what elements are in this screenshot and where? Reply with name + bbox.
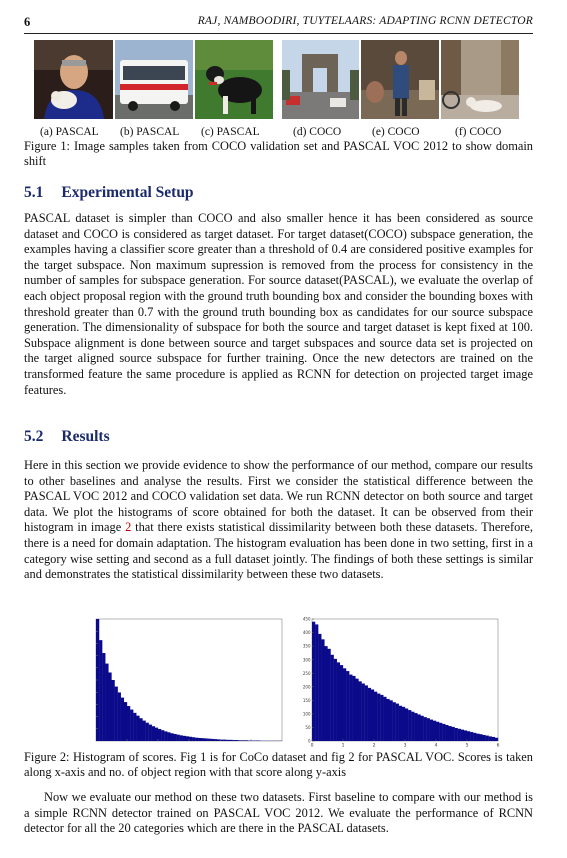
y-tick-label: 350 xyxy=(302,643,311,649)
histogram-bar xyxy=(445,725,448,741)
histogram-bar xyxy=(492,737,495,741)
x-tick-label: 5 xyxy=(465,743,469,749)
y-tick-label: 150 xyxy=(302,697,311,703)
histogram-bar xyxy=(362,684,365,741)
histogram-bar xyxy=(343,668,346,741)
section-title: Results xyxy=(61,428,110,445)
figure1-sublabel: (a) PASCAL xyxy=(40,126,99,138)
histogram-bar xyxy=(226,740,229,741)
histogram-bar xyxy=(337,662,340,741)
histogram-bar xyxy=(211,739,214,741)
histogram-bar xyxy=(155,728,158,741)
histogram-bar xyxy=(208,739,211,741)
histogram-bar xyxy=(371,689,374,741)
histogram-bar xyxy=(383,697,386,741)
photo-pascal-person-with-dog xyxy=(34,40,113,119)
histogram-bar xyxy=(359,681,362,741)
x-tick-label: 1 xyxy=(341,743,345,749)
histogram-bar xyxy=(223,740,226,741)
histogram-bar xyxy=(377,694,380,741)
histogram-bar xyxy=(149,725,152,741)
closing-paragraph: Now we evaluate our method on these two datasets. First baseline to compare with our method is a simple RCNN detector trained on PASCAL VOC 2012. We evaluate the performance of RCNN detector for all the 20 categories which are there in the PASCAL datasets. xyxy=(24,790,533,836)
histogram-bar xyxy=(242,740,245,741)
section-number: 5.2 xyxy=(24,428,44,445)
histogram-bar xyxy=(124,702,127,741)
histogram-bar xyxy=(464,730,467,741)
histogram-bar xyxy=(405,708,408,741)
histogram-bar xyxy=(455,728,458,741)
histogram-bar xyxy=(245,740,248,741)
figure1-sublabel: (e) COCO xyxy=(372,126,420,138)
histogram-bar xyxy=(386,699,389,741)
histogram-bar xyxy=(396,704,399,741)
histogram-bar xyxy=(467,731,470,741)
x-tick-label: 2 xyxy=(372,743,376,749)
x-tick-label: 4 xyxy=(434,743,438,749)
histogram-bar xyxy=(232,740,235,741)
running-title: RAJ, NAMBOODIRI, TUYTELAARS: ADAPTING RCNN DETECTOR xyxy=(197,15,533,27)
histogram-bar xyxy=(452,727,455,741)
histogram-bar xyxy=(458,729,461,741)
histogram-bar xyxy=(183,736,186,741)
figure1-caption: Figure 1: Image samples taken from COCO validation set and PASCAL VOC 2012 to show domain shift xyxy=(24,139,533,168)
figure2-caption: Figure 2: Histogram of scores. Fig 1 is for CoCo dataset and fig 2 for PASCAL VOC. Scores is taken along x-axis and no. of object region with that score along y-axis xyxy=(24,750,533,779)
histogram-bar xyxy=(102,653,105,741)
photo-pascal-dog xyxy=(195,40,273,119)
histogram-bar xyxy=(346,671,349,741)
y-tick-label: 400 xyxy=(302,630,311,636)
histogram-bar xyxy=(411,712,414,741)
histogram-bar xyxy=(198,738,201,741)
histogram-bar xyxy=(167,732,170,741)
histogram-bar xyxy=(442,724,445,741)
histogram-bar xyxy=(177,735,180,741)
histogram-bar xyxy=(436,722,439,741)
histogram-bar xyxy=(105,664,108,741)
histogram-bar xyxy=(115,687,118,741)
histogram-bar xyxy=(217,739,220,741)
histogram-bar xyxy=(439,723,442,741)
paragraph-text: that there exists statistical dissimilarity between both these datasets. Therefore, there is a need for domain adaptation. The histogram evaluation has been done in two setting, first in a category wise setting and second as a full dataset jointly. The findings of both these settings is similar and demonstrates the statistical dissimilarity between these two datasets. xyxy=(24,520,534,582)
histogram-bar xyxy=(334,659,337,741)
histogram-bar xyxy=(408,710,411,741)
histogram-bar xyxy=(399,706,402,741)
histogram-bar xyxy=(448,726,451,741)
histogram-coco xyxy=(86,615,296,751)
y-tick-label: 200 xyxy=(302,684,311,690)
histogram-pascal xyxy=(302,615,512,751)
histogram-bar xyxy=(461,730,464,741)
histogram-bar xyxy=(393,702,396,741)
figure1-sublabel: (c) PASCAL xyxy=(201,126,260,138)
section-heading xyxy=(24,184,194,202)
photo-pascal-bus xyxy=(115,40,193,119)
histogram-bar xyxy=(476,734,479,741)
section-number: 5.1 xyxy=(24,184,44,201)
histogram-bar xyxy=(374,692,377,741)
histogram-bar xyxy=(130,710,133,741)
photo-coco-street-arch xyxy=(282,40,359,119)
figure1-sublabel: (d) COCO xyxy=(293,126,342,138)
histogram-bar xyxy=(424,717,427,741)
histogram-coco-plot xyxy=(86,615,296,751)
histogram-bar xyxy=(312,622,315,741)
histogram-bar xyxy=(489,736,492,741)
section-paragraph xyxy=(24,458,533,583)
y-tick-label: 50 xyxy=(305,725,311,731)
x-tick-label: 0 xyxy=(310,743,314,749)
histogram-bar xyxy=(328,649,331,741)
histogram-bar xyxy=(164,731,167,741)
paragraph-text: Here in this section we provide evidence to show the performance of our method, compare our results to other baselines and analyse the results. First we consider the statistical difference between the PASCAL VOC 2012 and COCO validation set data. We run RCNN detector on both source and target data. We plot the histograms of score obtained for both the dataset. It can be observed from their histogram in image xyxy=(24,458,533,535)
y-tick-label: 450 xyxy=(302,616,311,622)
histogram-bar xyxy=(473,733,476,741)
histogram-bar xyxy=(402,707,405,741)
histogram-bar xyxy=(331,655,334,741)
histogram-bar xyxy=(349,675,352,741)
y-tick-label: 250 xyxy=(302,670,311,676)
histogram-bar xyxy=(170,733,173,741)
histogram-bar xyxy=(470,732,473,741)
histogram-bar xyxy=(315,624,318,741)
histogram-bar xyxy=(189,737,192,741)
histogram-bar xyxy=(139,718,142,741)
x-tick-label: 6 xyxy=(496,743,500,749)
y-tick-label: 300 xyxy=(302,657,311,663)
histogram-bar xyxy=(143,721,146,741)
histogram-bar xyxy=(365,685,368,741)
figure1-sublabel: (f) COCO xyxy=(455,126,502,138)
histogram-bar xyxy=(380,695,383,741)
histogram-bar xyxy=(318,634,321,741)
histogram-bar xyxy=(192,737,195,741)
histogram-bar xyxy=(352,676,355,741)
histogram-bar xyxy=(229,740,232,741)
histogram-bar xyxy=(127,706,130,741)
histogram-bar xyxy=(239,740,242,741)
page-number: 6 xyxy=(24,15,31,29)
y-tick-label: 100 xyxy=(302,711,311,717)
histogram-bar xyxy=(430,720,433,741)
histogram-bar xyxy=(118,692,121,741)
histogram-bar xyxy=(236,740,239,741)
x-tick-label: 3 xyxy=(403,743,407,749)
section-title: Experimental Setup xyxy=(61,184,194,201)
histogram-bar xyxy=(321,639,324,741)
histogram-bar xyxy=(220,740,223,741)
y-tick-label: 0 xyxy=(307,738,311,744)
histogram-bar xyxy=(390,700,393,741)
histogram-bar xyxy=(180,735,183,741)
histogram-bar xyxy=(112,680,115,741)
histogram-bar xyxy=(195,738,198,741)
header-rule xyxy=(24,33,533,34)
histogram-bar xyxy=(355,679,358,741)
photo-coco-street-dog xyxy=(441,40,519,119)
histogram-bar xyxy=(433,721,436,741)
histogram-bar xyxy=(99,640,102,741)
histogram-bar xyxy=(121,698,124,741)
section-heading xyxy=(24,428,110,446)
figure-reference-link[interactable]: 2 xyxy=(125,520,132,535)
histogram-bar xyxy=(108,672,111,741)
histogram-bar xyxy=(421,716,424,741)
histogram-bar xyxy=(479,734,482,741)
histogram-pascal-plot xyxy=(302,615,512,751)
histogram-bar xyxy=(133,713,136,741)
figure1-sublabel: (b) PASCAL xyxy=(120,126,180,138)
histogram-bar xyxy=(174,734,177,741)
histogram-bar xyxy=(136,716,139,741)
histogram-bar xyxy=(152,726,155,741)
histogram-bar xyxy=(161,730,164,741)
histogram-bar xyxy=(186,736,189,741)
histogram-bar xyxy=(201,738,204,741)
histogram-bar xyxy=(417,714,420,741)
histogram-bar xyxy=(427,718,430,741)
histogram-bar xyxy=(483,735,486,741)
histogram-bar xyxy=(368,688,371,741)
histogram-bar xyxy=(486,736,489,741)
histogram-bar xyxy=(205,738,208,741)
histogram-bar xyxy=(146,723,149,741)
histogram-bar xyxy=(158,729,161,741)
histogram-bar xyxy=(495,738,498,741)
section-paragraph: PASCAL dataset is simpler than COCO and also smaller hence it has been considered as source dataset and COCO is considered as target dataset. For target dataset(COCO) subspace generation, the examples having a classifier score greater than a threshold of 0.4 are considered positive examples for the target subspace. Non maximum supression is removed from the process for consistency in the number of samples for subspace generation. For source dataset(PASCAL), we evaluate the overlap of each object proposal region with the ground truth bounding box and consider the bounding boxes with threshold greater than 0.7 with the ground truth bounding box as candidates for our source subspace generation. The dimensionality of subspace for both the source and target dataset is kept fixed at 100. Subspace alignment is done between source and target subspaces and source data set is projected on the target aligned source subspace for further training. Once the new detectors are trained on the transformed feature the same procedure is applied as RCNN for detection on projected target image features. xyxy=(24,211,533,397)
photo-coco-people-room xyxy=(361,40,439,119)
histogram-bar xyxy=(414,713,417,741)
histogram-bar xyxy=(340,665,343,741)
histogram-bar xyxy=(324,646,327,741)
histogram-bar xyxy=(214,739,217,741)
